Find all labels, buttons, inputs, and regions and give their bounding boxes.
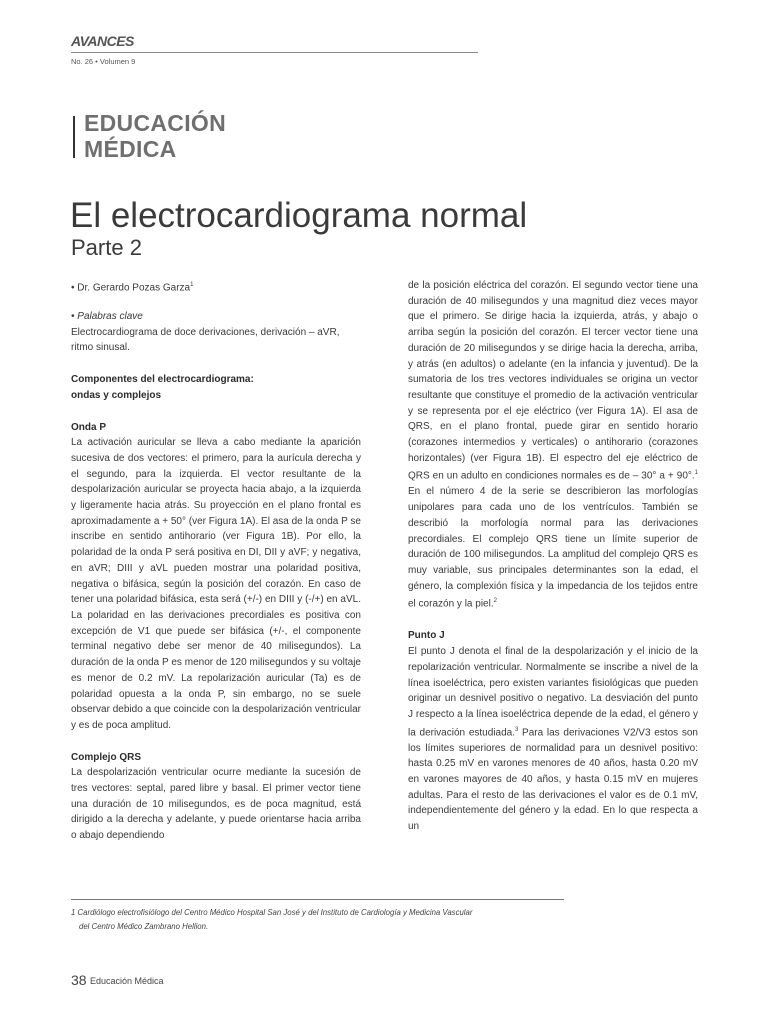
heading-components (71, 372, 361, 403)
keywords-label: • Palabras clave (71, 311, 143, 323)
spacer (408, 612, 698, 628)
spacer (71, 404, 361, 420)
section-title-line-2: MÉDICA (84, 136, 177, 162)
header-rule (71, 52, 478, 53)
citation-1: 1 (694, 470, 698, 477)
section-title-line-1: EDUCACIÓN (84, 110, 226, 136)
qrs-continued-paragraph (408, 278, 698, 612)
footnote (71, 906, 591, 934)
journal-brand: AVANCES (71, 33, 134, 49)
punto-j-paragraph (408, 644, 698, 835)
section-bar (73, 116, 75, 158)
heading-complejo-qrs: Complejo QRS (71, 751, 142, 763)
citation-2: 2 (493, 598, 497, 605)
citation-3: 3 (514, 726, 519, 733)
punto-j-text-1: El punto J denota el final de la despolarización y el inicio de la repolarización ventricular. Normalmente se inscribe a nivel de la línea isoeléctrica, pero existen variantes fisiológicas que pueden originar un desnivel positivo o negativo. La desviación del punto J respecto a la línea isoeléctrica depende de la edad, el género y la derivación estudiada. (408, 646, 698, 738)
keywords-text: Electrocardiograma de doce derivaciones, derivación – aVR, ritmo sinusal. (71, 326, 340, 354)
footnote-rule (71, 899, 564, 900)
footer-journal-name: Educación Médica (90, 976, 164, 986)
qrs-paragraph: La despolarización ventricular ocurre mediante la sucesión de tres vectores: septal, pared libre y basal. El primer vector tiene una duración de 10 milisegundos, es de poca magnitud, está dirigido a la derecha y adelante, y puede orientarse hacia arriba o abajo dependiendo (71, 767, 361, 842)
spacer (71, 734, 361, 750)
right-column (408, 278, 698, 835)
article-subtitle: Parte 2 (71, 235, 142, 260)
heading-onda-p: Onda P (71, 421, 107, 433)
article-title: El electrocardiograma normal (70, 196, 528, 235)
qrs-continued-text-1: de la posición eléctrica del corazón. El segundo vector tiene una duración de 40 milisegundos y una magnitud diez veces mayor que el primero. Se dirige hacia la izquierda, atrás, y abajo o arriba según la posición del corazón. El tercer vector tiene una duración de 20 milisegundos y se dirige hacia la derecha, arriba, y atrás (en adultos) o adelante (en la infancia y juventud). De la sumatoria de los tres vectores individuales se origina un vector resultante que constituye el promedio de la activación ventricular y se representa por el eje eléctrico (ver Figura 1A). El asa de QRS, en el plano frontal, puede girar en sentido horario (corazones intermedios y verticales) o antihorario (corazones horizontales) (ver Figura 1B). El espectro del eje eléctrico de QRS en un adulto en condiciones normales es de – 30° a + 90°. (408, 280, 698, 482)
heading-components-line-2: ondas y complejos (71, 389, 162, 401)
footnote-line-2: del Centro Médico Zambrano Hellion. (79, 922, 209, 931)
author-line (71, 278, 361, 296)
heading-punto-j: Punto J (408, 630, 445, 642)
section-title (84, 110, 226, 162)
onda-p-paragraph: La activación auricular se lleva a cabo mediante la aparición sucesiva de dos vectores: el primero, para la aurícula derecha y el segundo, para la izquierda. El vector resultante de la despolarización auricular se proyecta hacia abajo, a la izquierda y ligeramente hacia atrás. Su proyección en el plano frontal es aproximadamente a + 50° (ver Figura 1A). El asa de la onda P se inscribe en sentido antihorario (ver Figura 1B). Por ello, la polaridad de la onda P será positiva en DI, DII y aVF; y negativa, en aVR; DIII y aVL pueden mostrar una polaridad positiva, negativa o bifásica, según la posición del corazón. En caso de tener una polaridad bifásica, esta será (+/-) en DIII y (-/+) en aVL. La polaridad en las derivaciones precordiales es positiva con excepción de V1 que puede ser bifásica (+/-, el componente terminal negativo debe ser menor de 40 milisegundos). La duración de la onda P es menor de 120 milisegundos y su voltaje es menor de 0.2 mV. La repolarización auricular (Ta) es de polaridad opuesta a la onda P, sin embargo, no se suele observar debido a que coincide con la despolarización ventricular y es de poca amplitud. (71, 437, 361, 731)
author-footnote-ref: 1 (190, 282, 194, 288)
qrs-continued-text-2: En el número 4 de la serie se describieron las morfologías unipolares para cada uno de los ventrículos. También se describió la morfología normal para las derivaciones precordiales. El complejo QRS tiene un límite superior de duración de 100 milisegundos. La amplitud del complejo QRS es muy variable, sus principales determinantes son la edad, el género, la complexión física y la impedancia de los tejidos entre el corazón y la piel. (408, 486, 698, 610)
page-number: 38 (71, 972, 87, 988)
punto-j-text-2: Para las derivaciones V2/V3 estos son los límites superiores de normalidad para un desnivel positivo: hasta 0.25 mV en varones menores de 40 años, hasta 0.20 mV en varones mayores de 40 años, y hasta 0.15 mV en mujeres adultas. Para el resto de las derivaciones el valor es de 0.1 mV, independientemente del género y la edad. En lo que respecta a un (408, 726, 698, 833)
footnote-line-1: 1 Cardiólogo electrofisiólogo del Centro Médico Hospital San José y del Instituto de Cardiología y Medicina Vascular (71, 908, 473, 917)
issue-info: No. 26 • Volumen 9 (71, 57, 136, 66)
left-column (71, 278, 361, 844)
heading-components-line-1: Componentes del electrocardiograma: (71, 374, 254, 386)
author-name: • Dr. Gerardo Pozas Garza (71, 282, 191, 294)
